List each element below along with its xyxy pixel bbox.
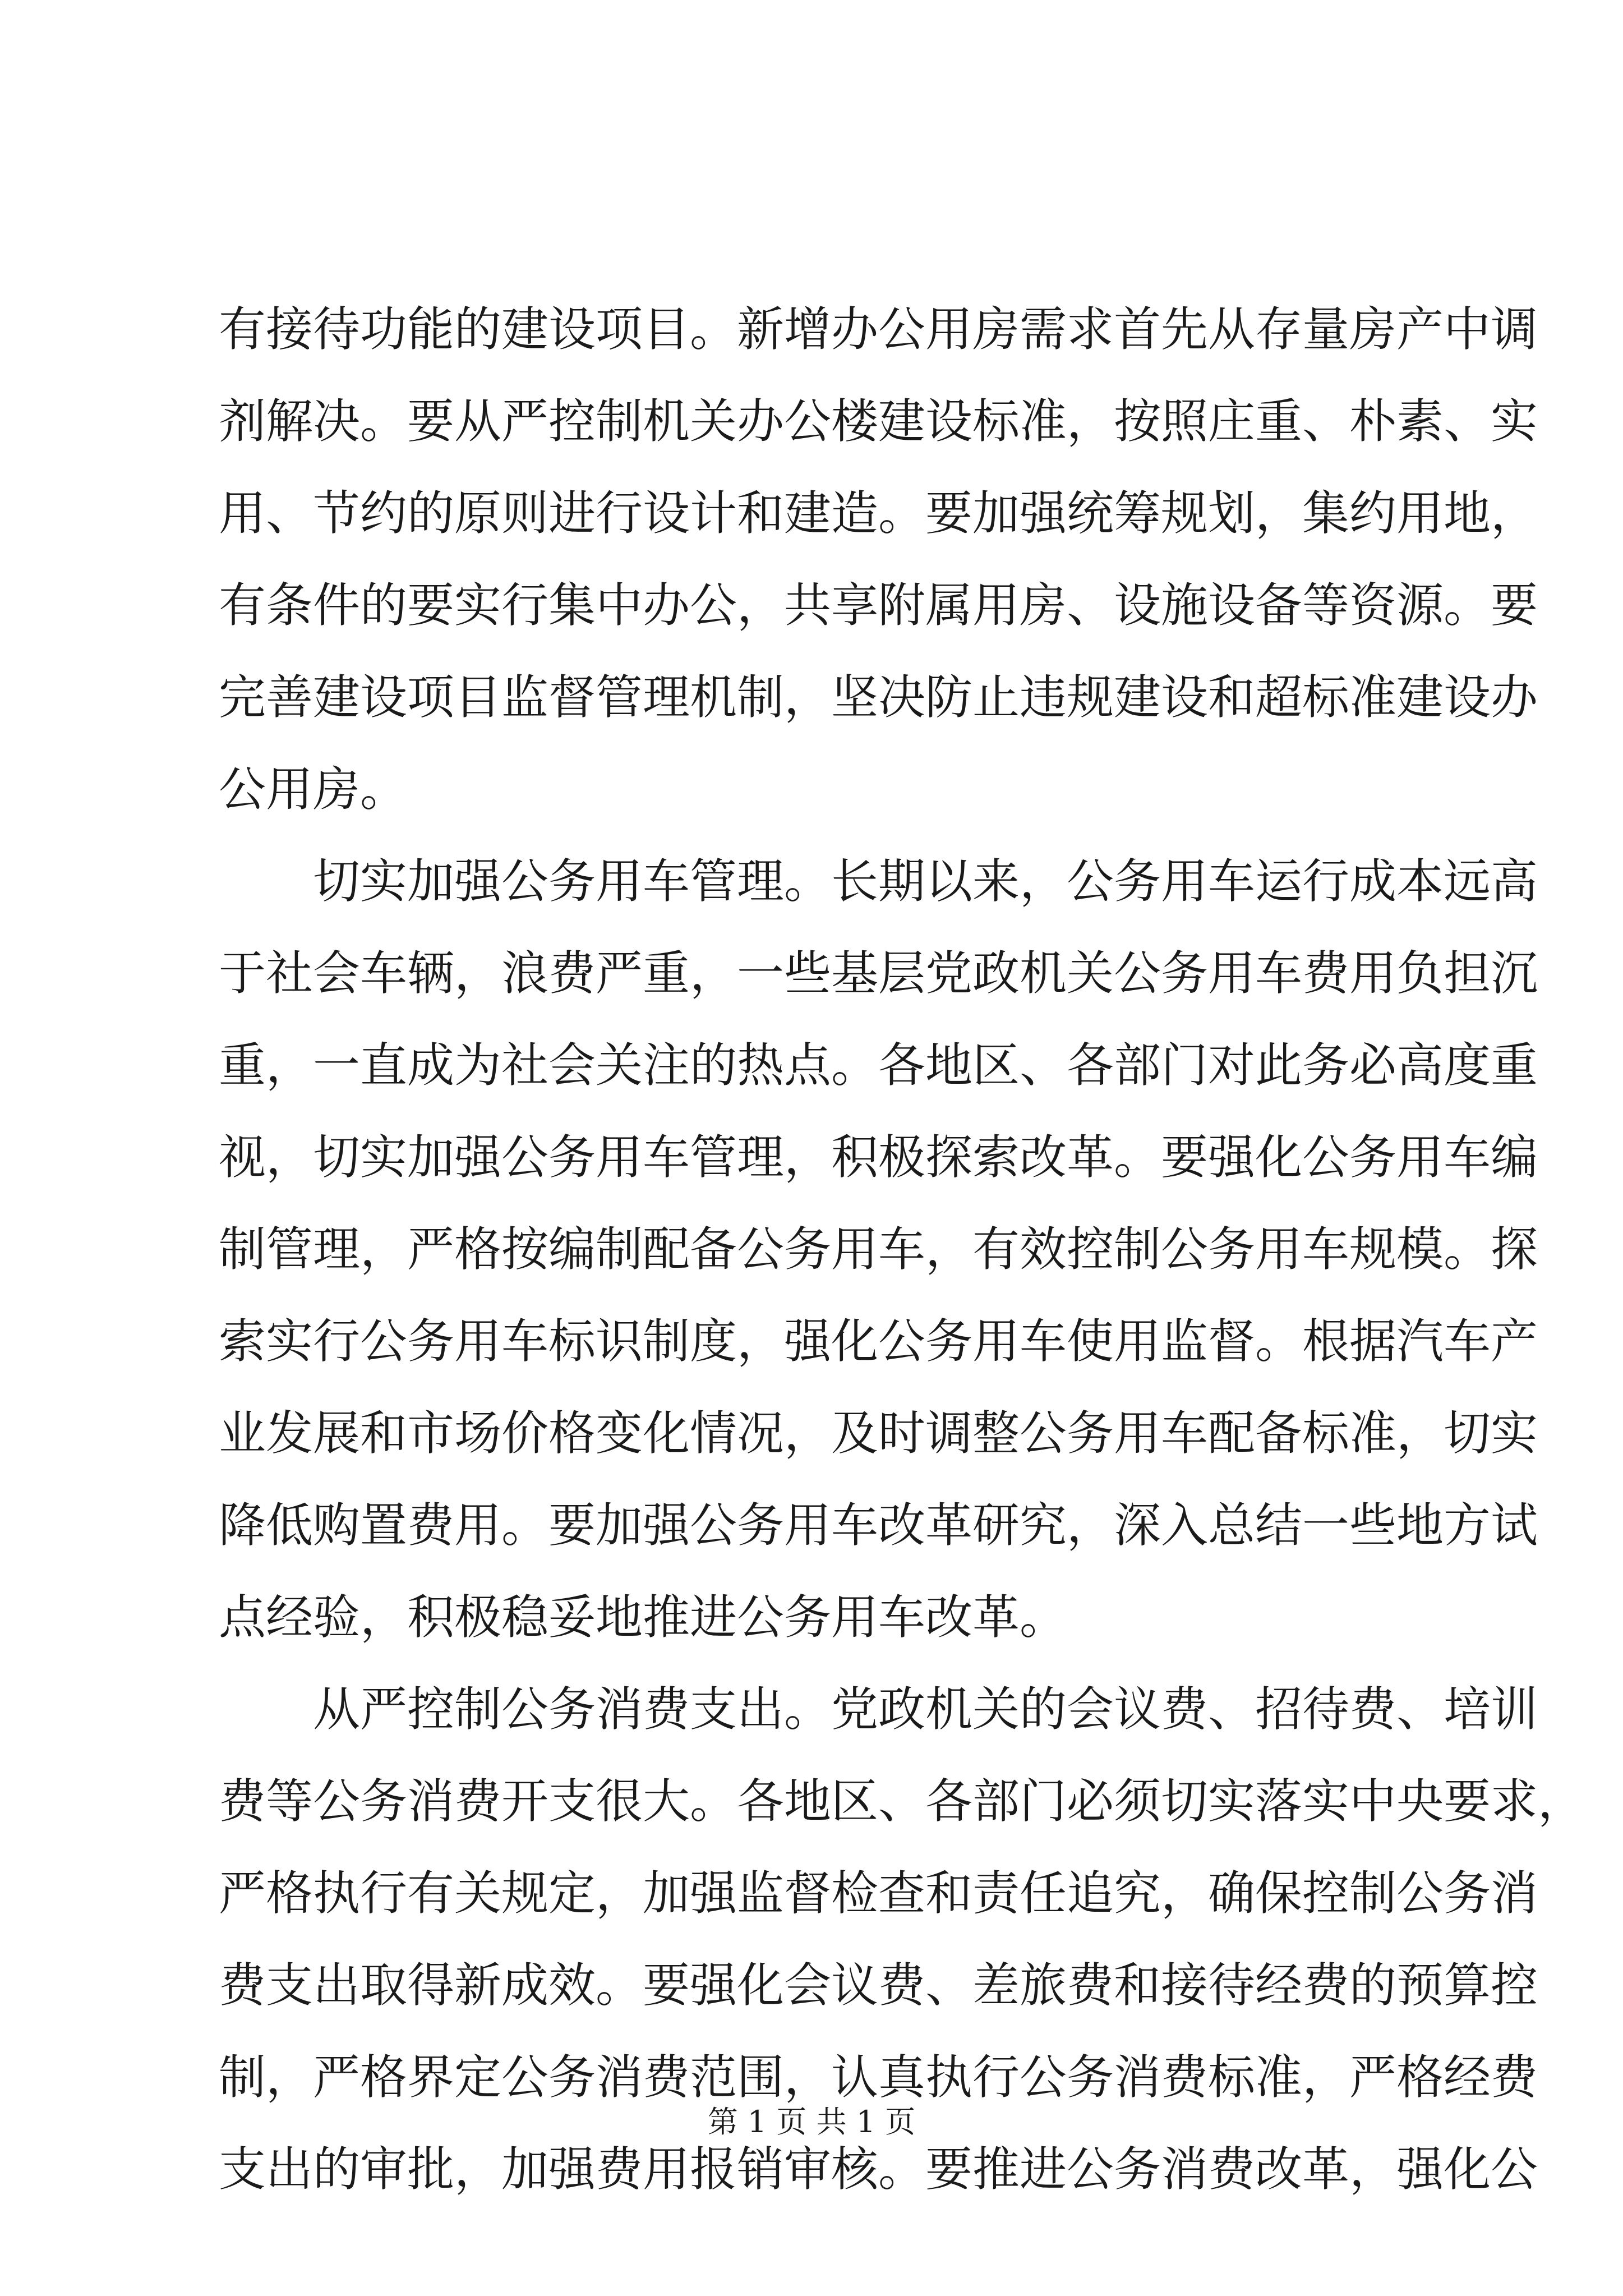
paragraph-2-line-2: 于社会车辆，浪费严重，一些基层党政机关公务用车费用负担沉 (219, 946, 1538, 1001)
paragraph-2-line-6: 索实行公务用车标识制度，强化公务用车使用监督。根据汽车产 (219, 1314, 1538, 1369)
paragraph-1-line-3: 用、节约的原则进行设计和建造。要加强统筹规划，集约用地， (219, 486, 1538, 541)
paragraph-3-line-5: 制，严格界定公务消费范围，认真执行公务消费标准，严格经费 (219, 2050, 1538, 2105)
paragraph-1-line-2: 剂解决。要从严控制机关办公楼建设标准，按照庄重、朴素、实 (219, 394, 1538, 449)
paragraph-2-line-9: 点经验，积极稳妥地推进公务用车改革。 (219, 1590, 1067, 1645)
paragraph-2-line-3: 重，一直成为社会关注的热点。各地区、各部门对此务必高度重 (219, 1038, 1538, 1093)
page-number-footer: 第 1 页 共 1 页 (707, 2104, 916, 2139)
paragraph-3-line-1: 从严控制公务消费支出。党政机关的会议费、招待费、培训 (313, 1682, 1538, 1737)
paragraph-1-line-4: 有条件的要实行集中办公，共享附属用房、设施设备等资源。要 (219, 578, 1538, 633)
paragraph-2-line-1: 切实加强公务用车管理。长期以来，公务用车运行成本远高 (313, 854, 1538, 909)
paragraph-3-line-4: 费支出取得新成效。要强化会议费、差旅费和接待经费的预算控 (219, 1958, 1538, 2013)
paragraph-3-line-2: 费等公务消费开支很大。各地区、各部门必须切实落实中央要求， (219, 1774, 1585, 1829)
paragraph-2-line-7: 业发展和市场价格变化情况，及时调整公务用车配备标准，切实 (219, 1406, 1538, 1461)
paragraph-3-line-3: 严格执行有关规定，加强监督检查和责任追究，确保控制公务消 (219, 1866, 1538, 1921)
paragraph-3-line-6: 支出的审批，加强费用报销审核。要推进公务消费改革，强化公 (219, 2142, 1538, 2197)
paragraph-1-line-5: 完善建设项目监督管理机制，坚决防止违规建设和超标准建设办 (219, 670, 1538, 725)
paragraph-2-line-4: 视，切实加强公务用车管理，积极探索改革。要强化公务用车编 (219, 1130, 1538, 1185)
paragraph-1-line-6: 公用房。 (219, 762, 408, 817)
paragraph-2-line-8: 降低购置费用。要加强公务用车改革研究，深入总结一些地方试 (219, 1498, 1538, 1553)
paragraph-1-line-1: 有接待功能的建设项目。新增办公用房需求首先从存量房产中调 (219, 302, 1538, 357)
paragraph-2-line-5: 制管理，严格按编制配备公务用车，有效控制公务用车规模。探 (219, 1222, 1538, 1277)
